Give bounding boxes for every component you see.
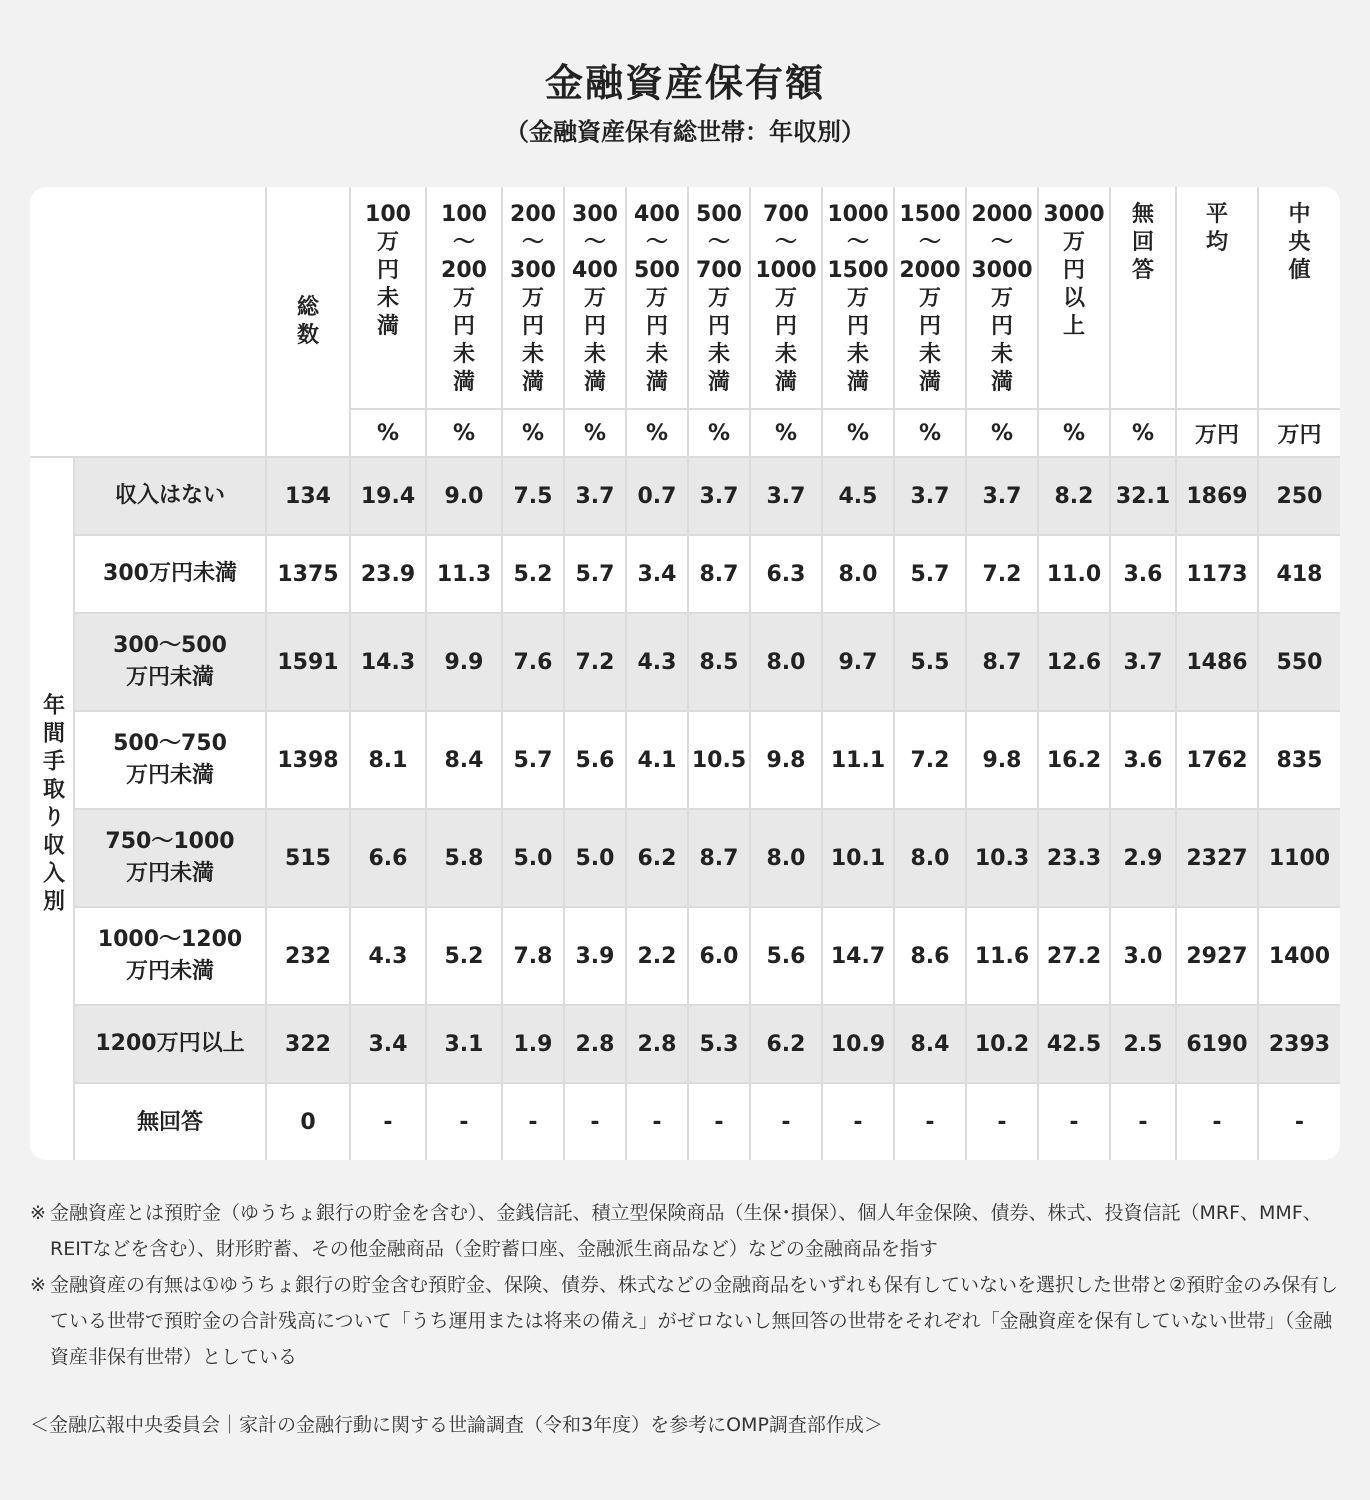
table-cell: 32.1 — [1110, 457, 1176, 535]
header-line: ～ — [583, 230, 606, 255]
table-cell: - — [502, 1083, 564, 1160]
header-line: 2000 — [899, 258, 961, 283]
table-cell: 1486 — [1176, 613, 1258, 711]
table-cell: 3.6 — [1110, 535, 1176, 613]
unit-label: % — [564, 409, 626, 457]
unit-label: % — [626, 409, 688, 457]
table-card — [30, 187, 1340, 1160]
header-line: 満 — [521, 370, 544, 395]
column-header — [350, 187, 426, 409]
table-cell: 9.8 — [966, 711, 1038, 809]
header-line: 均 — [1205, 230, 1228, 255]
header-line: 400 — [572, 258, 618, 283]
table-cell: 3.6 — [1110, 711, 1176, 809]
table-cell: - — [894, 1083, 966, 1160]
header-line: 未 — [918, 342, 941, 367]
note-text: 金融資産の有無は①ゆうちょ銀行の貯金含む預貯金、保険、債券、株式などの金融商品をいずれも保有していないを選択した世帯と②預貯金のみ保有している世帯で預貯金の合計残高について「うち運用または将来の備え」がゼロないし無回答の世帯をそれぞれ「金融資産を保有していない世帯」（金融資産非保有世帯）としている — [50, 1274, 1339, 1368]
row-label-line: 万円未満 — [125, 763, 214, 788]
table-cell: 2.8 — [564, 1005, 626, 1083]
table-cell: - — [1258, 1083, 1340, 1160]
header-line: 100 — [441, 202, 487, 227]
table-cell: 2327 — [1176, 809, 1258, 907]
header-line: 万 — [521, 286, 544, 311]
header-line: 未 — [846, 342, 869, 367]
table-cell: 2927 — [1176, 907, 1258, 1005]
column-header — [688, 187, 750, 409]
header-line: ～ — [774, 230, 797, 255]
table-row — [30, 1005, 1340, 1083]
column-header — [1038, 187, 1110, 409]
header-line: 上 — [1062, 314, 1085, 339]
table-cell: 5.6 — [564, 711, 626, 809]
row-label-line: 万円未満 — [125, 861, 214, 886]
header-line: 2000 — [971, 202, 1033, 227]
note-text: 金融資産とは預貯金（ゆうちょ銀行の貯金を含む）、金銭信託、積立型保険商品（生保･損保）、個人年金保険、債券、株式、投資信託（MRF、MMF、REITなどを含む）、財形貯蓄、その他金融商品（金貯蓄口座、金融派生商品など）などの金融商品を指す — [50, 1202, 1322, 1260]
table-cell: - — [688, 1083, 750, 1160]
table-cell: 1762 — [1176, 711, 1258, 809]
header-line: 満 — [583, 370, 606, 395]
source-credit: ＜金融広報中央委員会｜家計の金融行動に関する世論調査（令和3年度）を参考にOMP調査部作成＞ — [30, 1414, 883, 1436]
header-line: 満 — [376, 314, 399, 339]
table-cell: 7.2 — [966, 535, 1038, 613]
header-line: 満 — [774, 370, 797, 395]
header-line: 円 — [707, 314, 730, 339]
header-line: 値 — [1288, 258, 1311, 283]
row-label-line: 300～500 — [113, 633, 227, 658]
header-line: 円 — [452, 314, 475, 339]
header-line: 未 — [521, 342, 544, 367]
header-line: 100 — [365, 202, 411, 227]
table-cell: 1173 — [1176, 535, 1258, 613]
unit-label: % — [502, 409, 564, 457]
header-line: 満 — [918, 370, 941, 395]
header-line: 1500 — [899, 202, 961, 227]
table-cell: - — [564, 1083, 626, 1160]
table-cell: 10.1 — [822, 809, 894, 907]
table-cell: 134 — [266, 457, 350, 535]
header-line: 未 — [452, 342, 475, 367]
table-cell: 7.2 — [894, 711, 966, 809]
column-header — [1110, 187, 1176, 409]
table-cell: 16.2 — [1038, 711, 1110, 809]
table-row — [30, 809, 1340, 907]
header-line: 1500 — [827, 258, 889, 283]
footnote — [30, 1267, 1350, 1375]
header-line: 答 — [1131, 258, 1154, 283]
unit-label: % — [750, 409, 822, 457]
table-cell: - — [822, 1083, 894, 1160]
table-cell: 9.9 — [426, 613, 502, 711]
header-line: 万 — [846, 286, 869, 311]
row-label-line: 1000～1200 — [97, 927, 243, 952]
table-cell: 19.4 — [350, 457, 426, 535]
table-cell: 10.5 — [688, 711, 750, 809]
table-cell: 4.3 — [626, 613, 688, 711]
side-label-text: 年間手取り収入別 — [39, 692, 65, 917]
header-line: 3000 — [971, 258, 1033, 283]
header-line: 万 — [645, 286, 668, 311]
table-cell: 3.7 — [966, 457, 1038, 535]
header-line: 満 — [846, 370, 869, 395]
unit-label: % — [966, 409, 1038, 457]
table-cell: 7.8 — [502, 907, 564, 1005]
column-header — [822, 187, 894, 409]
table-cell: 5.5 — [894, 613, 966, 711]
asset-table — [30, 187, 1340, 1160]
unit-label: % — [822, 409, 894, 457]
table-cell: 6190 — [1176, 1005, 1258, 1083]
row-label-line: 万円未満 — [125, 959, 214, 984]
table-cell: - — [750, 1083, 822, 1160]
header-line: ～ — [846, 230, 869, 255]
unit-label: % — [688, 409, 750, 457]
table-cell: 11.1 — [822, 711, 894, 809]
header-line: 円 — [521, 314, 544, 339]
table-row — [30, 613, 1340, 711]
table-cell: 8.7 — [688, 535, 750, 613]
header-line: 満 — [707, 370, 730, 395]
table-cell: 12.6 — [1038, 613, 1110, 711]
table-cell: 5.7 — [502, 711, 564, 809]
table-row — [30, 457, 1340, 535]
table-cell: 8.7 — [966, 613, 1038, 711]
header-line: 万 — [774, 286, 797, 311]
side-label — [30, 457, 74, 1160]
table-cell: 3.7 — [688, 457, 750, 535]
table-cell: 4.1 — [626, 711, 688, 809]
header-line: 400 — [634, 202, 680, 227]
table-cell: - — [426, 1083, 502, 1160]
header-line: 満 — [990, 370, 1013, 395]
header-line: 未 — [583, 342, 606, 367]
header-line: 未 — [774, 342, 797, 367]
table-cell: 3.7 — [750, 457, 822, 535]
table-cell: 3.7 — [894, 457, 966, 535]
table-cell: 5.6 — [750, 907, 822, 1005]
header-line: 央 — [1288, 230, 1311, 255]
table-cell: 5.3 — [688, 1005, 750, 1083]
header-line: 総 — [296, 294, 319, 320]
table-cell: - — [1110, 1083, 1176, 1160]
table-cell: 8.0 — [822, 535, 894, 613]
table-cell: 2.8 — [626, 1005, 688, 1083]
header-line: ～ — [918, 230, 941, 255]
table-cell: 3.4 — [626, 535, 688, 613]
table-cell: 1591 — [266, 613, 350, 711]
table-cell: 1100 — [1258, 809, 1340, 907]
header-line: 200 — [441, 258, 487, 283]
table-cell: 3.4 — [350, 1005, 426, 1083]
table-cell: 835 — [1258, 711, 1340, 809]
table-cell: 9.0 — [426, 457, 502, 535]
table-row — [30, 535, 1340, 613]
header-line: 円 — [918, 314, 941, 339]
table-corner-cell — [30, 187, 266, 457]
header-line: 回 — [1131, 230, 1154, 255]
table-cell: 1375 — [266, 535, 350, 613]
column-header — [750, 187, 822, 409]
table-cell: 550 — [1258, 613, 1340, 711]
table-cell: 2.9 — [1110, 809, 1176, 907]
table-cell: 3.9 — [564, 907, 626, 1005]
table-cell: 3.7 — [1110, 613, 1176, 711]
table-cell: 250 — [1258, 457, 1340, 535]
table-cell: 23.9 — [350, 535, 426, 613]
header-line: ～ — [452, 230, 475, 255]
table-cell: 23.3 — [1038, 809, 1110, 907]
header-line: 満 — [452, 370, 475, 395]
header-line: 700 — [763, 202, 809, 227]
table-cell: 7.5 — [502, 457, 564, 535]
table-cell: 5.7 — [894, 535, 966, 613]
table-cell: 8.1 — [350, 711, 426, 809]
table-cell: 1400 — [1258, 907, 1340, 1005]
table-cell: 6.2 — [750, 1005, 822, 1083]
unit-label: 万円 — [1258, 409, 1340, 457]
table-cell: 14.3 — [350, 613, 426, 711]
column-header-total — [266, 187, 350, 457]
header-line: ～ — [521, 230, 544, 255]
header-line: 万 — [1062, 230, 1085, 255]
table-cell: 8.7 — [688, 809, 750, 907]
row-label — [74, 613, 266, 711]
header-line: 円 — [990, 314, 1013, 339]
table-cell: 0.7 — [626, 457, 688, 535]
table-cell: 6.0 — [688, 907, 750, 1005]
table-cell: 4.5 — [822, 457, 894, 535]
header-line: 1000 — [827, 202, 889, 227]
table-cell: 3.1 — [426, 1005, 502, 1083]
table-cell: 5.2 — [502, 535, 564, 613]
column-header — [894, 187, 966, 409]
row-label — [74, 1083, 266, 1160]
table-cell: 5.2 — [426, 907, 502, 1005]
table-cell: 10.3 — [966, 809, 1038, 907]
table-cell: 322 — [266, 1005, 350, 1083]
table-cell: 7.2 — [564, 613, 626, 711]
table-cell: 9.7 — [822, 613, 894, 711]
header-line: 中 — [1288, 202, 1311, 227]
table-cell: 8.2 — [1038, 457, 1110, 535]
header-line: 3000 — [1043, 202, 1105, 227]
table-cell: 8.4 — [894, 1005, 966, 1083]
table-cell: 5.8 — [426, 809, 502, 907]
table-cell: 8.6 — [894, 907, 966, 1005]
unit-label: % — [1038, 409, 1110, 457]
header-line: 円 — [645, 314, 668, 339]
unit-label: % — [894, 409, 966, 457]
header-line: 円 — [774, 314, 797, 339]
table-row — [30, 1083, 1340, 1160]
table-row — [30, 711, 1340, 809]
page-subtitle: （金融資産保有総世帯：年収別） — [505, 118, 865, 146]
header-line: 万 — [376, 230, 399, 255]
row-label-line: 500～750 — [113, 731, 227, 756]
row-label-line: 無回答 — [136, 1109, 203, 1135]
table-cell: 14.7 — [822, 907, 894, 1005]
table-cell: - — [350, 1083, 426, 1160]
header-line: 300 — [572, 202, 618, 227]
note-mark: ※ — [30, 1274, 46, 1296]
table-cell: 6.6 — [350, 809, 426, 907]
column-header — [502, 187, 564, 409]
table-cell: 6.2 — [626, 809, 688, 907]
header-line: 円 — [376, 258, 399, 283]
column-header — [564, 187, 626, 409]
table-cell: - — [626, 1083, 688, 1160]
row-label — [74, 1005, 266, 1083]
header-line: 未 — [990, 342, 1013, 367]
table-cell: 11.6 — [966, 907, 1038, 1005]
table-cell: 11.3 — [426, 535, 502, 613]
header-line: 円 — [1062, 258, 1085, 283]
row-label-line: 収入はない — [114, 483, 225, 508]
unit-label: % — [1110, 409, 1176, 457]
header-line: 万 — [918, 286, 941, 311]
header-line: 500 — [696, 202, 742, 227]
table-cell: 8.5 — [688, 613, 750, 711]
column-header — [1258, 187, 1340, 409]
row-label — [74, 457, 266, 535]
header-line: 万 — [990, 286, 1013, 311]
row-label — [74, 535, 266, 613]
table-cell: 7.6 — [502, 613, 564, 711]
header-line: 300 — [510, 258, 556, 283]
table-cell: 3.7 — [564, 457, 626, 535]
header-line: 万 — [707, 286, 730, 311]
row-label — [74, 711, 266, 809]
table-cell: 8.0 — [750, 613, 822, 711]
table-cell: 5.7 — [564, 535, 626, 613]
header-line: 1000 — [755, 258, 817, 283]
footnotes — [30, 1195, 1350, 1375]
table-cell: 8.0 — [894, 809, 966, 907]
row-label-line: 300万円未満 — [103, 561, 237, 586]
column-header — [626, 187, 688, 409]
header-line: 平 — [1205, 202, 1228, 227]
table-cell: 10.9 — [822, 1005, 894, 1083]
column-header — [426, 187, 502, 409]
table-cell: 6.3 — [750, 535, 822, 613]
table-cell: - — [1038, 1083, 1110, 1160]
table-cell: 42.5 — [1038, 1005, 1110, 1083]
header-line: 万 — [583, 286, 606, 311]
header-line: 未 — [645, 342, 668, 367]
column-header — [1176, 187, 1258, 409]
table-cell: 515 — [266, 809, 350, 907]
table-cell: 8.4 — [426, 711, 502, 809]
header-line: 円 — [583, 314, 606, 339]
table-cell: 8.0 — [750, 809, 822, 907]
table-cell: 11.0 — [1038, 535, 1110, 613]
table-cell: 232 — [266, 907, 350, 1005]
table-cell: - — [1176, 1083, 1258, 1160]
table-cell: 2.5 — [1110, 1005, 1176, 1083]
column-header — [966, 187, 1038, 409]
page-title: 金融資産保有額 — [544, 61, 825, 105]
header-line: 満 — [645, 370, 668, 395]
table-cell: 2.2 — [626, 907, 688, 1005]
table-cell: 27.2 — [1038, 907, 1110, 1005]
table-cell: 4.3 — [350, 907, 426, 1005]
row-label — [74, 809, 266, 907]
header-line: 数 — [296, 322, 319, 348]
table-cell: 1.9 — [502, 1005, 564, 1083]
unit-label: 万円 — [1176, 409, 1258, 457]
note-mark: ※ — [30, 1202, 46, 1224]
unit-label: % — [350, 409, 426, 457]
table-cell: - — [966, 1083, 1038, 1160]
header-line: 未 — [376, 286, 399, 311]
header-line: 未 — [707, 342, 730, 367]
header-line: ～ — [707, 230, 730, 255]
header-line: ～ — [645, 230, 668, 255]
table-cell: 5.0 — [502, 809, 564, 907]
table-cell: 0 — [266, 1083, 350, 1160]
table-row — [30, 907, 1340, 1005]
table-cell: 9.8 — [750, 711, 822, 809]
header-line: 円 — [846, 314, 869, 339]
unit-label: % — [426, 409, 502, 457]
row-label-line: 1200万円以上 — [95, 1031, 245, 1056]
header-line: ～ — [990, 230, 1013, 255]
row-label-line: 万円未満 — [125, 665, 214, 690]
header-line: 700 — [696, 258, 742, 283]
row-label — [74, 907, 266, 1005]
table-cell: 1869 — [1176, 457, 1258, 535]
header-line: 万 — [452, 286, 475, 311]
table-cell: 5.0 — [564, 809, 626, 907]
table-cell: 1398 — [266, 711, 350, 809]
header-line: 無 — [1131, 202, 1154, 227]
header-line: 200 — [510, 202, 556, 227]
footnote — [30, 1195, 1350, 1267]
table-cell: 2393 — [1258, 1005, 1340, 1083]
row-label-line: 750～1000 — [105, 829, 235, 854]
table-cell: 418 — [1258, 535, 1340, 613]
table-cell: 10.2 — [966, 1005, 1038, 1083]
header-line: 500 — [634, 258, 680, 283]
header-line: 以 — [1062, 286, 1085, 311]
table-cell: 3.0 — [1110, 907, 1176, 1005]
